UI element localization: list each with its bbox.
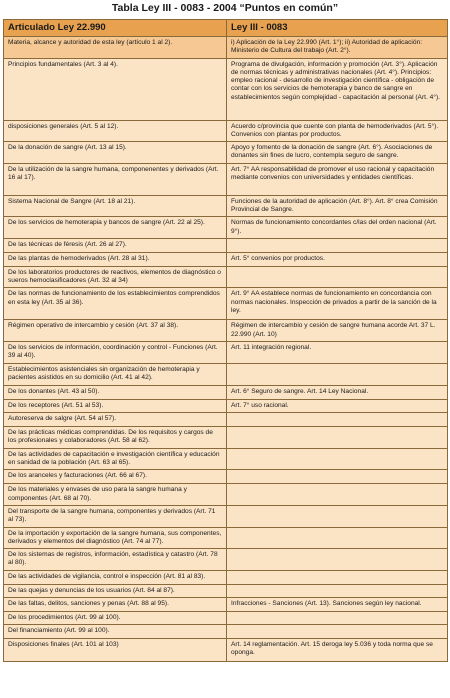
law-cell: Régimen de intercambio y cesión de sangre humana acorde Art. 37 L. 22.990 (Art. 10) xyxy=(227,320,448,342)
article-cell: De la utilización de la sangre humana, componenentes y derivados (Art. 16 al 17). xyxy=(4,163,227,195)
law-cell xyxy=(227,363,448,385)
table-row xyxy=(4,505,448,527)
table-row xyxy=(4,288,448,320)
law-cell: Art. 14 reglamentación. Art. 15 deroga ley 5.036 y toda norma que se oponga. xyxy=(227,638,448,661)
table-row xyxy=(4,399,448,412)
law-cell: Art. 7° AA responsabilidad de promover el uso racional y capacitación mediante convenios con universidades y entidades científicas. xyxy=(227,163,448,195)
table-row xyxy=(4,427,448,449)
table-row xyxy=(4,527,448,549)
comparison-table xyxy=(3,19,448,662)
article-cell: Establecimientos asistenciales sin organización de hemoterapia y pacientes asistidos en su domicilio (Art. 41 al 42). xyxy=(4,363,227,385)
law-cell: Art. 11 integración regional. xyxy=(227,341,448,363)
article-cell: De los laboratorios productores de reactivos, elementos de diagnóstico o sueros hemoclasificadores (Art. 32 al 34) xyxy=(4,266,227,288)
table-row xyxy=(4,341,448,363)
law-cell xyxy=(227,570,448,584)
law-cell: Acuerdo c/provincia que cuente con planta de hemoderivados (Art. 5°). Convenios con plantas por productos. xyxy=(227,120,448,142)
table-row xyxy=(4,570,448,584)
article-cell: Disposiciones finales (Art. 101 al 103) xyxy=(4,638,227,661)
table-row xyxy=(4,612,448,625)
table-row xyxy=(4,385,448,399)
law-cell xyxy=(227,484,448,506)
article-cell: De los aranceles y facturaciones (Art. 66 al 67). xyxy=(4,470,227,484)
table-row xyxy=(4,266,448,288)
article-cell: De la importación y exportación de la sangre humana, sus componentes, derivados y elementos del diagnóstico (Art. 74 al 77). xyxy=(4,527,227,549)
article-cell: Sistema Nacional de Sangre (Art. 18 al 21). xyxy=(4,195,227,217)
law-cell xyxy=(227,625,448,638)
article-cell: Del financiamiento (Art. 99 al 100). xyxy=(4,625,227,638)
article-cell: De la donación de sangre (Art. 13 al 15). xyxy=(4,142,227,164)
table-row xyxy=(4,239,448,252)
law-cell xyxy=(227,413,448,427)
article-cell: De los materiales y envases de uso para la sangre humana y componentes (Art. 68 al 70). xyxy=(4,484,227,506)
table-row xyxy=(4,484,448,506)
table-row xyxy=(4,363,448,385)
article-cell: De las normas de funcionamiento de los establecimientos comprendidos en esta ley (Art. 35 al 36). xyxy=(4,288,227,320)
table-row xyxy=(4,598,448,612)
table-row xyxy=(4,638,448,661)
table-row xyxy=(4,625,448,638)
law-cell xyxy=(227,527,448,549)
article-cell: De los servicios de hemoterapia y bancos de sangre (Art. 22 al 25). xyxy=(4,217,227,239)
law-cell: Programa de divulgación, información y promoción (Art. 3°). Aplicación de normas técnicas y administrativas nacionales (Art. 4°). Principios: empleo racional - desarrollo de investigación científica - obligación de contar con los servicios de hemoterapia y banco de sangre en establecimientos según complejidad - capacitación al personal (Art. 4°). xyxy=(227,58,448,120)
law-cell xyxy=(227,427,448,449)
law-cell xyxy=(227,612,448,625)
law-cell: Art. 6° Seguro de sangre. Art. 14 Ley Nacional. xyxy=(227,385,448,399)
law-cell xyxy=(227,266,448,288)
article-cell: De las faltas, delitos, sanciones y penas (Art. 88 al 95). xyxy=(4,598,227,612)
law-cell: Art. 5° convenios por productos. xyxy=(227,252,448,266)
table-row xyxy=(4,37,448,59)
table-row xyxy=(4,58,448,120)
law-cell xyxy=(227,470,448,484)
table-row xyxy=(4,320,448,342)
table-row xyxy=(4,195,448,217)
table-row xyxy=(4,163,448,195)
article-cell: Del transporte de la sangre humana, componentes y derivados (Art. 71 al 73). xyxy=(4,505,227,527)
table-row xyxy=(4,584,448,597)
law-cell: Art. 9° AA establece normas de funcionamiento en concordancia con normas nacionales. Inspección de privados a partir de la sanción de la ley. xyxy=(227,288,448,320)
article-cell: De las plantas de hemoderivados (Art. 28 al 31). xyxy=(4,252,227,266)
table-body xyxy=(4,37,448,662)
article-cell: De las técnicas de féresis (Art. 26 al 27). xyxy=(4,239,227,252)
article-cell: De los procedimientos (Art. 99 al 100). xyxy=(4,612,227,625)
article-cell: De las actividades de vigilancia, control e inspección (Art. 81 al 83). xyxy=(4,570,227,584)
law-cell: Funciones de la autoridad de aplicación (Art. 8°). Art. 8° crea Comisión Provincial de Sangre. xyxy=(227,195,448,217)
header-right: Ley III - 0083 xyxy=(227,20,448,37)
law-cell: Normas de funcionamiento concordantes c/las del orden nacional (Art. 9°). xyxy=(227,217,448,239)
article-cell: Materia, alcance y autoridad de esta ley (artículo 1 al 2). xyxy=(4,37,227,59)
article-cell: De las prácticas médicas comprendidas. De los requisitos y cargos de los profesionales y colaboradores (Art. 58 al 62). xyxy=(4,427,227,449)
law-cell: Apoyo y fomento de la donación de sangre (Art. 6°). Asociaciones de donantes sin fines de lucro, contempla seguro de sangre. xyxy=(227,142,448,164)
law-cell: i) Aplicación de la Ley 22.990 (Art. 1°); ii) Autoridad de aplicación: Ministerio de Cultura del trabajo (Art. 2°). xyxy=(227,37,448,59)
law-cell xyxy=(227,448,448,470)
table-title: Tabla Ley III - 0083 - 2004 “Puntos en común” xyxy=(111,2,339,14)
article-cell: disposiciones generales (Art. 5 al 12). xyxy=(4,120,227,142)
table-row xyxy=(4,252,448,266)
article-cell: De los donantes (Art. 43 al 50). xyxy=(4,385,227,399)
law-cell xyxy=(227,584,448,597)
law-cell: Art. 7° uso racional. xyxy=(227,399,448,412)
table-row xyxy=(4,142,448,164)
table-row xyxy=(4,549,448,571)
table-row xyxy=(4,413,448,427)
article-cell: De las quejas y denuncias de los usuarios (Art. 84 al 87). xyxy=(4,584,227,597)
article-cell: De los receptores (Art. 51 al 53). xyxy=(4,399,227,412)
article-cell: De los servicios de información, coordinación y control - Funciones (Art. 39 al 40). xyxy=(4,341,227,363)
law-cell xyxy=(227,239,448,252)
article-cell: Principios fundamentales (Art. 3 al 4). xyxy=(4,58,227,120)
article-cell: De las actividades de capacitación e investigación científica y educación en sanidad de la población (Art. 63 al 65). xyxy=(4,448,227,470)
table-row xyxy=(4,448,448,470)
header-row xyxy=(4,20,448,37)
law-cell: Infracciones - Sanciones (Art. 13). Sanciones según ley nacional. xyxy=(227,598,448,612)
table-row xyxy=(4,217,448,239)
law-cell xyxy=(227,505,448,527)
article-cell: Régimen operativo de intercambio y cesión (Art. 37 al 38). xyxy=(4,320,227,342)
law-cell xyxy=(227,549,448,571)
article-cell: De los sistemas de registros, información, estadística y catastro (Art. 78 al 80). xyxy=(4,549,227,571)
table-row xyxy=(4,120,448,142)
table-row xyxy=(4,470,448,484)
article-cell: Autoreserva de salgre (Art. 54 al 57). xyxy=(4,413,227,427)
header-left: Articulado Ley 22.990 xyxy=(4,20,227,37)
